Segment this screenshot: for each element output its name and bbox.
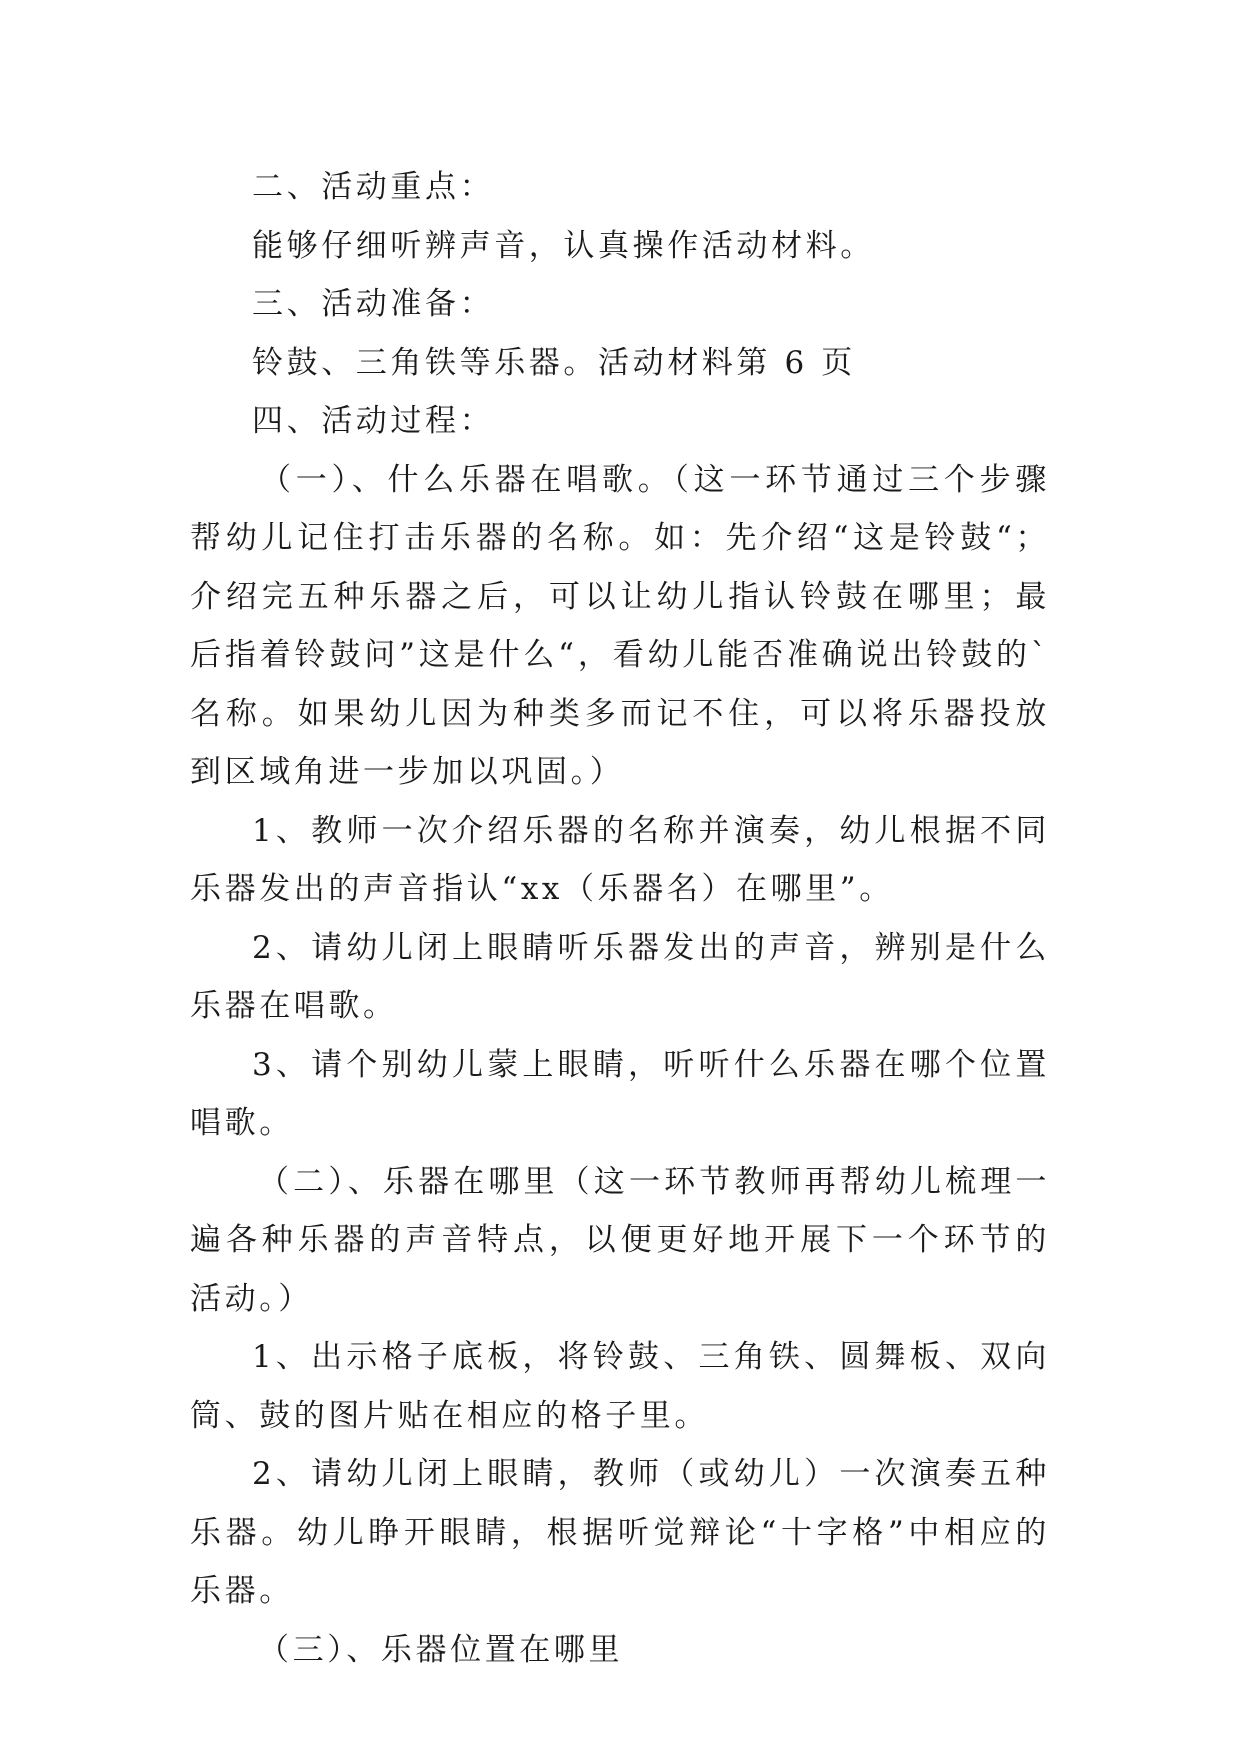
paragraph-step-one: （一）、什么乐器在唱歌。（这一环节通过三个步骤帮幼儿记住打击乐器的名称。如：先介绍“这是铃鼓“；介绍完五种乐器之后，可以让幼儿指认铃鼓在哪里；最后指着铃鼓问”这是什么“，看幼儿能否准确说出铃鼓的`名称。如果幼儿因为种类多而记不住，可以将乐器投放到区域角进一步加以巩固。） bbox=[190, 461, 1050, 790]
list-item: 2、请幼儿闭上眼睛听乐器发出的声音，辨别是什么乐器在唱歌。 bbox=[190, 929, 1050, 1024]
paragraph-step-two: （二）、乐器在哪里（这一环节教师再帮幼儿梳理一遍各种乐器的声音特点，以便更好地开展下一个环节的活动。） bbox=[190, 1163, 1050, 1317]
section-heading-process: 四、活动过程： bbox=[252, 403, 495, 439]
document-body bbox=[190, 158, 1050, 1679]
list-item: 1、教师一次介绍乐器的名称并演奏，幼儿根据不同乐器发出的声音指认“xx（乐器名）在哪里”。 bbox=[190, 812, 1050, 907]
list-item: 1、出示格子底板，将铃鼓、三角铁、圆舞板、双向筒、鼓的图片贴在相应的格子里。 bbox=[190, 1339, 1050, 1434]
list-item: 3、请个别幼儿蒙上眼睛，听听什么乐器在哪个位置唱歌。 bbox=[190, 1046, 1050, 1141]
paragraph-step-three: （三）、乐器位置在哪里 bbox=[258, 1631, 624, 1668]
list-item: 2、请幼儿闭上眼睛，教师（或幼儿）一次演奏五种乐器。幼儿睁开眼睛，根据听觉辩论“十字格”中相应的乐器。 bbox=[190, 1456, 1050, 1609]
paragraph-key-points: 能够仔细听辨声音，认真操作活动材料。 bbox=[252, 227, 875, 264]
section-heading-key-points: 二、活动重点： bbox=[252, 169, 495, 205]
section-heading-preparation: 三、活动准备： bbox=[252, 286, 495, 322]
paragraph-preparation: 铃鼓、三角铁等乐器。活动材料第 6 页 bbox=[252, 344, 856, 381]
